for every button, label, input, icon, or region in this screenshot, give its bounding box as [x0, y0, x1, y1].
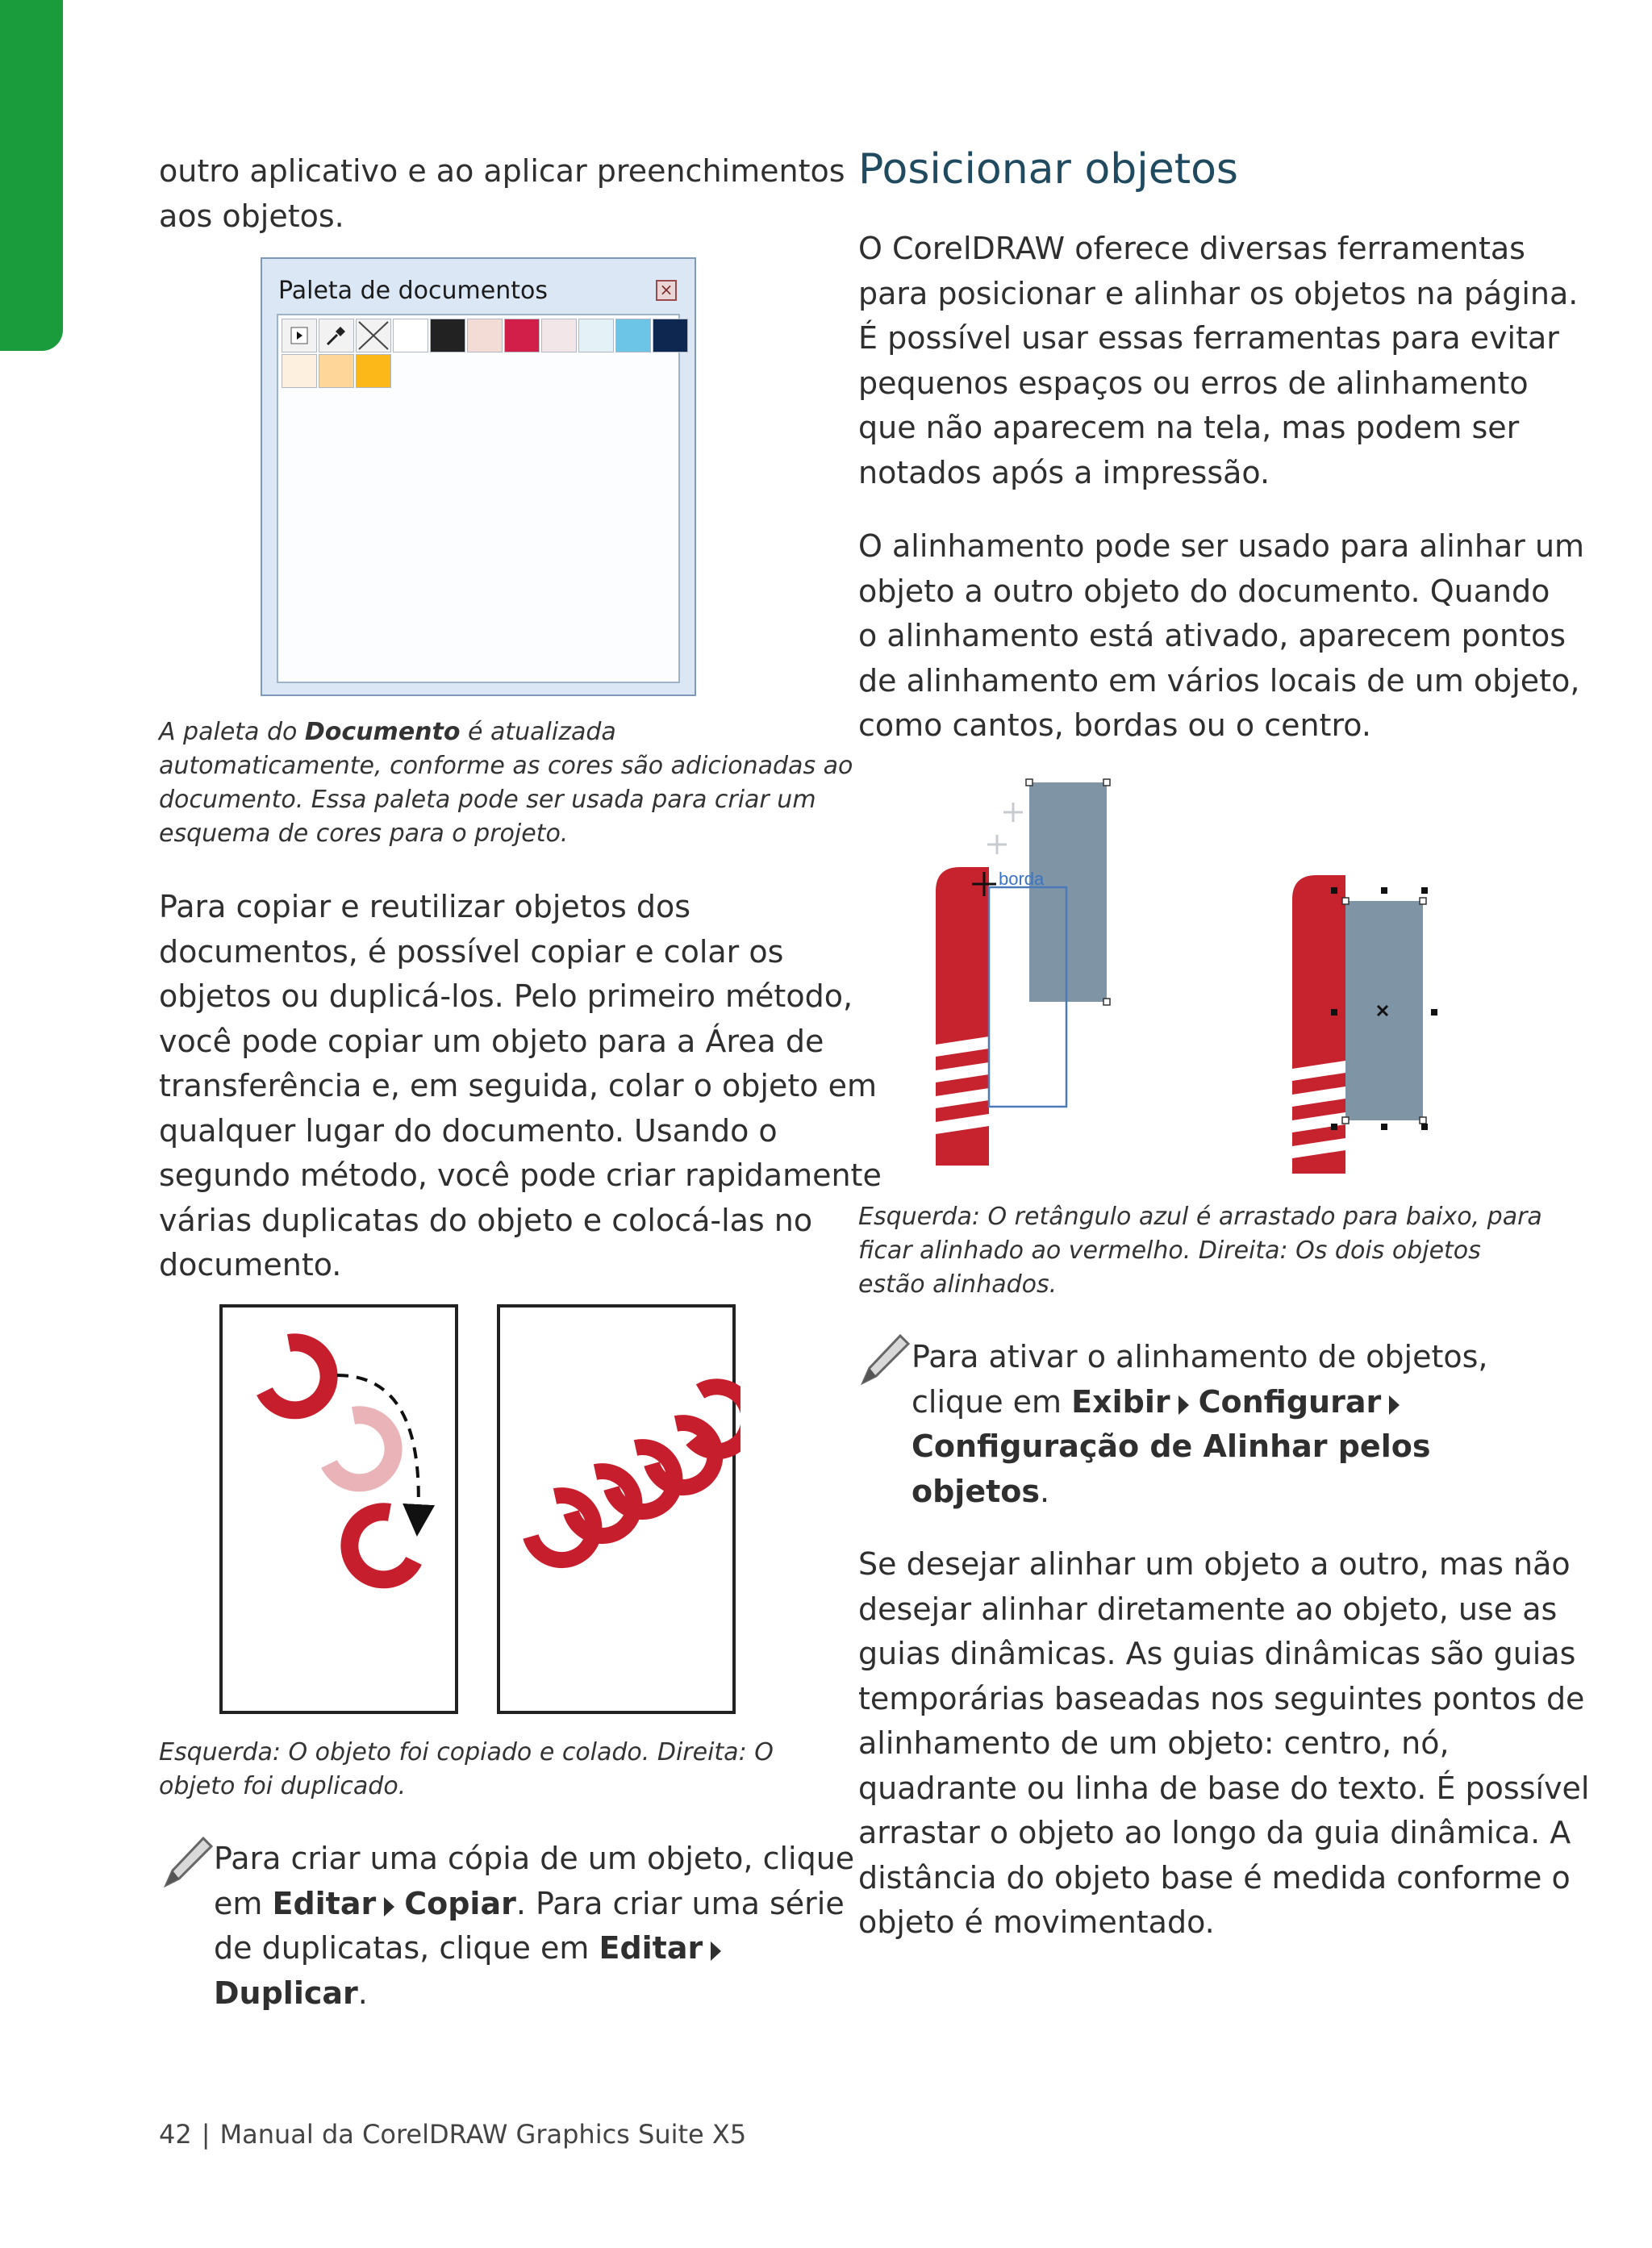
text-line: que não aparecem na tela, mas podem ser [858, 410, 1520, 445]
color-swatch[interactable] [467, 319, 503, 352]
menu-editar: Editar [272, 1885, 377, 1921]
menu-duplicar: Duplicar [214, 1975, 358, 2011]
color-swatch[interactable] [319, 354, 354, 388]
dynamic-guides-paragraph [858, 1542, 1590, 1946]
text-line: temporárias baseadas nos seguintes pontos de [858, 1680, 1585, 1716]
note-text: clique em [912, 1383, 1072, 1420]
text-line: distância do objeto base é medida conforme o [858, 1859, 1571, 1896]
page-frame-left [221, 1306, 457, 1712]
text-line: como cantos, bordas ou o centro. [858, 707, 1371, 743]
copy-caption [159, 1736, 774, 1804]
menu-exibir: Exibir [1071, 1383, 1170, 1420]
note-text: . [357, 1975, 368, 2011]
intro-text [159, 149, 845, 239]
move-cursor-trail-icon [987, 803, 1023, 854]
menu-arrow-icon [1179, 1395, 1189, 1415]
color-swatch[interactable] [282, 354, 317, 388]
caption-line: automaticamente, conforme as cores são adicionadas ao [159, 752, 853, 780]
snap-illustration [920, 770, 1452, 1182]
palette-title: Paleta de documentos [278, 277, 548, 305]
caption-line: documento. Essa paleta pode ser usada para criar um [159, 786, 816, 814]
text-line: Para copiar e reutilizar objetos dos [159, 889, 691, 924]
caption-line: esquema de cores para o projeto. [159, 820, 569, 848]
color-swatch[interactable] [578, 319, 614, 352]
swatch-row-2 [282, 354, 393, 388]
text-line: guias dinâmicas. As guias dinâmicas são guias [858, 1636, 1576, 1671]
menu-objetos: objetos [912, 1473, 1040, 1509]
snap-note [912, 1335, 1488, 1514]
caption-text: é atualizada [460, 718, 616, 746]
text-line: documentos, é possível copiar e colar os [159, 933, 784, 970]
note-text: em [214, 1885, 273, 1921]
color-swatch[interactable] [430, 319, 465, 352]
text-line: alinhamento de um objeto: centro, nó, [858, 1725, 1450, 1761]
text-line: para posicionar e alinhar os objetos na página. [858, 275, 1579, 311]
text-line: É possível usar essas ferramentas para evitar [858, 320, 1559, 356]
text-line: objeto é movimentado. [858, 1904, 1215, 1940]
copy-duplicate-illustration [216, 1303, 740, 1718]
text-line: O CorelDRAW oferece diversas ferramentas [858, 231, 1525, 266]
color-swatch[interactable] [356, 354, 391, 388]
snap-label: borda [999, 869, 1045, 889]
caption-text: A paleta do [159, 718, 305, 746]
text-line: aos objetos. [159, 198, 344, 234]
text-line: o alinhamento está ativado, aparecem pontos [858, 618, 1566, 653]
caption-line: objeto foi duplicado. [159, 1772, 407, 1800]
caption-line: estão alinhados. [858, 1270, 1058, 1299]
color-swatch[interactable] [615, 319, 651, 352]
note-text: . Para criar uma série [515, 1885, 845, 1921]
text-line: quadrante ou linha de base do texto. É possível [858, 1770, 1590, 1806]
footer-separator: | [201, 2119, 211, 2150]
palette-caption [159, 715, 853, 851]
eyedropper-icon[interactable] [319, 319, 354, 352]
text-line: documento. [159, 1247, 342, 1282]
intro-paragraph [858, 227, 1578, 495]
pencil-icon [161, 1833, 215, 1890]
snap-paragraph [858, 524, 1584, 749]
copy-note [214, 1837, 854, 2016]
text-line: arrastar o objeto ao longo da guia dinâmica. A [858, 1815, 1571, 1850]
chapter-tab [0, 0, 63, 351]
swatch-row-1 [282, 319, 690, 352]
text-line: outro aplicativo e ao aplicar preenchimentos [159, 153, 845, 189]
page-number: 42 [159, 2119, 192, 2150]
note-line: Para criar uma cópia de um objeto, clique [214, 1841, 855, 1876]
menu-alinhar-config: Configuração de Alinhar pelos [912, 1428, 1431, 1464]
section-heading: Posicionar objetos [858, 145, 1238, 194]
text-line: segundo método, você pode criar rapidamente [159, 1157, 882, 1193]
blue-object [1029, 782, 1107, 1002]
color-swatch[interactable] [393, 319, 428, 352]
pencil-icon [858, 1331, 912, 1387]
text-line: qualquer lugar do documento. Usando o [159, 1112, 778, 1149]
menu-editar: Editar [599, 1930, 703, 1966]
close-icon[interactable]: × [656, 280, 677, 301]
palette-swatches-area [277, 314, 680, 683]
no-color-icon[interactable] [356, 319, 391, 352]
menu-arrow-icon [711, 1941, 721, 1961]
menu-arrow-icon [384, 1897, 394, 1916]
footer-title: Manual da CorelDRAW Graphics Suite X5 [219, 2119, 747, 2150]
text-line: você pode copiar um objeto para a Área de [159, 1023, 824, 1059]
text-line: de alinhamento em vários locais de um objeto, [858, 662, 1580, 699]
note-text: de duplicatas, clique em [214, 1930, 599, 1966]
text-line: várias duplicatas do objeto e colocá-las no [159, 1202, 813, 1238]
caption-line: Esquerda: O objeto foi copiado e colado. Direita: O [159, 1738, 774, 1766]
menu-copiar: Copiar [404, 1885, 516, 1921]
text-line: O alinhamento pode ser usado para alinhar um [858, 528, 1585, 564]
page-footer [159, 2119, 746, 2150]
text-line: pequenos espaços ou erros de alinhamento [858, 365, 1529, 401]
caption-bold: Documento [304, 718, 461, 746]
note-line: Para ativar o alinhamento de objetos, [912, 1339, 1488, 1374]
color-swatch[interactable] [541, 319, 577, 352]
color-swatch[interactable] [653, 319, 688, 352]
caption-line: Esquerda: O retângulo azul é arrastado para baixo, para [858, 1203, 1542, 1231]
menu-arrow-icon [1389, 1395, 1400, 1415]
document-palette-window [261, 257, 696, 696]
note-text: . [1040, 1473, 1050, 1509]
menu-configurar: Configurar [1198, 1383, 1382, 1420]
color-swatch[interactable] [504, 319, 540, 352]
text-line: Se desejar alinhar um objeto a outro, mas não [858, 1546, 1571, 1582]
text-line: objeto a outro objeto do documento. Quando [858, 573, 1550, 609]
text-line: notados após a impressão. [858, 454, 1270, 490]
caption-line: ficar alinhado ao vermelho. Direita: Os dois objetos [858, 1237, 1481, 1265]
copy-paragraph [159, 885, 882, 1288]
text-line: desejar alinhar diretamente ao objeto, use as [858, 1591, 1558, 1627]
palette-menu-icon[interactable] [282, 319, 317, 352]
snap-caption [858, 1200, 1542, 1302]
text-line: transferência e, em seguida, colar o objeto em [159, 1068, 877, 1103]
text-line: objetos ou duplicá-los. Pelo primeiro método, [159, 978, 853, 1014]
